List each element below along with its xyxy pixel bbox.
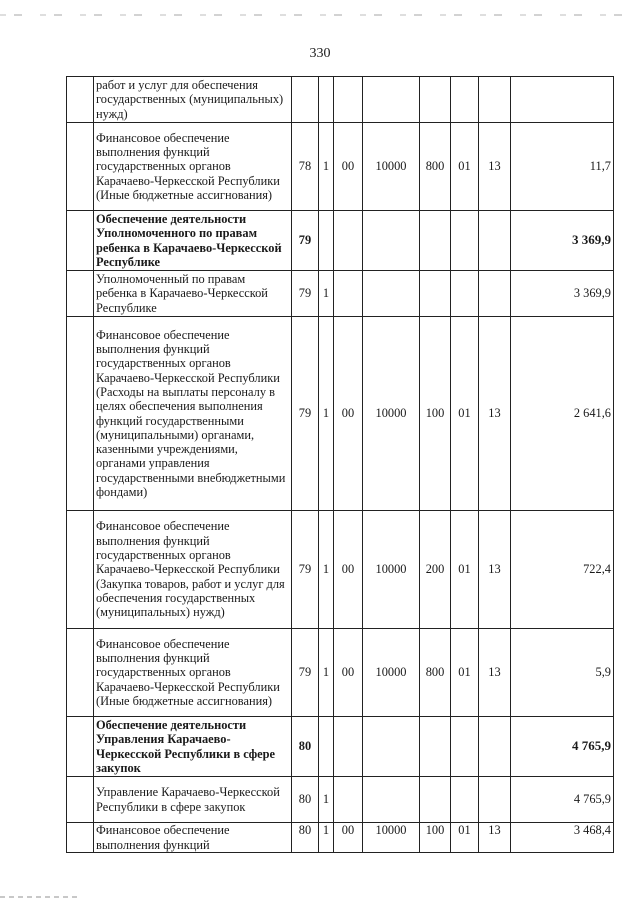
empty-cell — [67, 211, 94, 271]
table-row — [67, 629, 614, 717]
table-row — [67, 717, 614, 777]
cell-code: 1 — [319, 823, 334, 853]
cell-amount: 3 369,9 — [511, 271, 614, 317]
cell-code — [420, 77, 451, 123]
cell-code — [334, 271, 363, 317]
cell-amount: 2 641,6 — [511, 317, 614, 511]
cell-code — [334, 77, 363, 123]
row-name: Финансовое обеспечение выполнения функций государственных органов Карачаево-Черкесской Республики (Иные бюджетные ассигнования) — [94, 123, 292, 211]
cell-code — [319, 77, 334, 123]
cell-code: 80 — [292, 777, 319, 823]
cell-code: 13 — [479, 629, 511, 717]
row-name: Финансовое обеспечение выполнения функций государственных органов Карачаево-Черкесской Республики (Закупка товаров, работ и услуг для обеспечения государственных (муниципальных) нужд) — [94, 511, 292, 629]
cell-code: 1 — [319, 317, 334, 511]
cell-code: 1 — [319, 629, 334, 717]
cell-code: 00 — [334, 511, 363, 629]
cell-amount: 4 765,9 — [511, 717, 614, 777]
budget-table — [66, 76, 614, 853]
table-row — [67, 123, 614, 211]
cell-code — [420, 717, 451, 777]
cell-code: 01 — [451, 823, 479, 853]
cell-code: 00 — [334, 317, 363, 511]
row-name: Финансовое обеспечение выполнения функций — [94, 823, 292, 853]
cell-code: 200 — [420, 511, 451, 629]
cell-code: 10000 — [363, 511, 420, 629]
cell-code: 1 — [319, 271, 334, 317]
cell-code: 10000 — [363, 629, 420, 717]
cell-code: 00 — [334, 823, 363, 853]
cell-code: 79 — [292, 629, 319, 717]
scan-artifact-top — [0, 14, 640, 16]
cell-code — [420, 211, 451, 271]
page-number: 330 — [309, 46, 331, 61]
empty-cell — [67, 511, 94, 629]
table-row — [67, 777, 614, 823]
cell-code: 1 — [319, 123, 334, 211]
cell-code — [363, 211, 420, 271]
cell-code — [363, 777, 420, 823]
cell-code: 01 — [451, 629, 479, 717]
cell-code — [479, 717, 511, 777]
cell-code: 78 — [292, 123, 319, 211]
empty-cell — [67, 271, 94, 317]
cell-code: 80 — [292, 717, 319, 777]
table-row — [67, 211, 614, 271]
cell-code: 00 — [334, 629, 363, 717]
row-name: Обеспечение деятельности Уполномоченного по правам ребенка в Карачаево-Черкесской Республике — [94, 211, 292, 271]
cell-code — [451, 77, 479, 123]
row-name: Финансовое обеспечение выполнения функций государственных органов Карачаево-Черкесской Республики (Расходы на выплаты персоналу в целях обеспечения выполнения функций государственными (муниципальными) органами, казенными учреждениями, органами управления государственными внебюджетными фондами) — [94, 317, 292, 511]
cell-code: 79 — [292, 317, 319, 511]
cell-code — [334, 717, 363, 777]
cell-code: 01 — [451, 123, 479, 211]
empty-cell — [67, 823, 94, 853]
row-name: Финансовое обеспечение выполнения функций государственных органов Карачаево-Черкесской Республики (Иные бюджетные ассигнования) — [94, 629, 292, 717]
cell-code — [334, 211, 363, 271]
empty-cell — [67, 717, 94, 777]
empty-cell — [67, 629, 94, 717]
cell-code: 10000 — [363, 823, 420, 853]
row-name: Уполномоченный по правам ребенка в Карачаево-Черкесской Республике — [94, 271, 292, 317]
cell-code: 13 — [479, 511, 511, 629]
empty-cell — [67, 123, 94, 211]
cell-code: 1 — [319, 777, 334, 823]
cell-code — [420, 777, 451, 823]
cell-code — [479, 777, 511, 823]
empty-cell — [67, 317, 94, 511]
cell-code — [479, 77, 511, 123]
cell-amount: 5,9 — [511, 629, 614, 717]
cell-amount: 11,7 — [511, 123, 614, 211]
cell-code — [451, 271, 479, 317]
cell-code: 800 — [420, 123, 451, 211]
cell-code — [363, 271, 420, 317]
empty-cell — [67, 77, 94, 123]
cell-code — [420, 271, 451, 317]
cell-code: 79 — [292, 511, 319, 629]
cell-code — [334, 777, 363, 823]
cell-amount: 722,4 — [511, 511, 614, 629]
cell-code: 1 — [319, 511, 334, 629]
row-name: работ и услуг для обеспечения государственных (муниципальных) нужд) — [94, 77, 292, 123]
cell-code — [363, 77, 420, 123]
cell-code: 13 — [479, 123, 511, 211]
cell-code: 10000 — [363, 317, 420, 511]
cell-code: 01 — [451, 317, 479, 511]
cell-code: 100 — [420, 317, 451, 511]
cell-code: 01 — [451, 511, 479, 629]
table-row — [67, 77, 614, 123]
cell-code — [292, 77, 319, 123]
cell-code: 100 — [420, 823, 451, 853]
cell-code — [479, 211, 511, 271]
cell-amount — [511, 77, 614, 123]
cell-code — [363, 717, 420, 777]
cell-code — [451, 211, 479, 271]
cell-code: 79 — [292, 211, 319, 271]
table-row — [67, 317, 614, 511]
row-name: Управление Карачаево-Черкесской Республики в сфере закупок — [94, 777, 292, 823]
cell-code — [319, 211, 334, 271]
table-row — [67, 823, 614, 853]
row-name: Обеспечение деятельности Управления Карачаево-Черкесской Республики в сфере закупок — [94, 717, 292, 777]
cell-code: 00 — [334, 123, 363, 211]
cell-code: 79 — [292, 271, 319, 317]
table-row — [67, 271, 614, 317]
cell-code — [451, 777, 479, 823]
cell-code: 13 — [479, 317, 511, 511]
cell-amount: 3 369,9 — [511, 211, 614, 271]
cell-code — [479, 271, 511, 317]
cell-code: 80 — [292, 823, 319, 853]
table-row — [67, 511, 614, 629]
empty-cell — [67, 777, 94, 823]
cell-code: 800 — [420, 629, 451, 717]
cell-amount: 3 468,4 — [511, 823, 614, 853]
cell-code: 10000 — [363, 123, 420, 211]
cell-code: 13 — [479, 823, 511, 853]
scan-artifact-bottom — [0, 896, 80, 898]
cell-code — [451, 717, 479, 777]
cell-amount: 4 765,9 — [511, 777, 614, 823]
cell-code — [319, 717, 334, 777]
